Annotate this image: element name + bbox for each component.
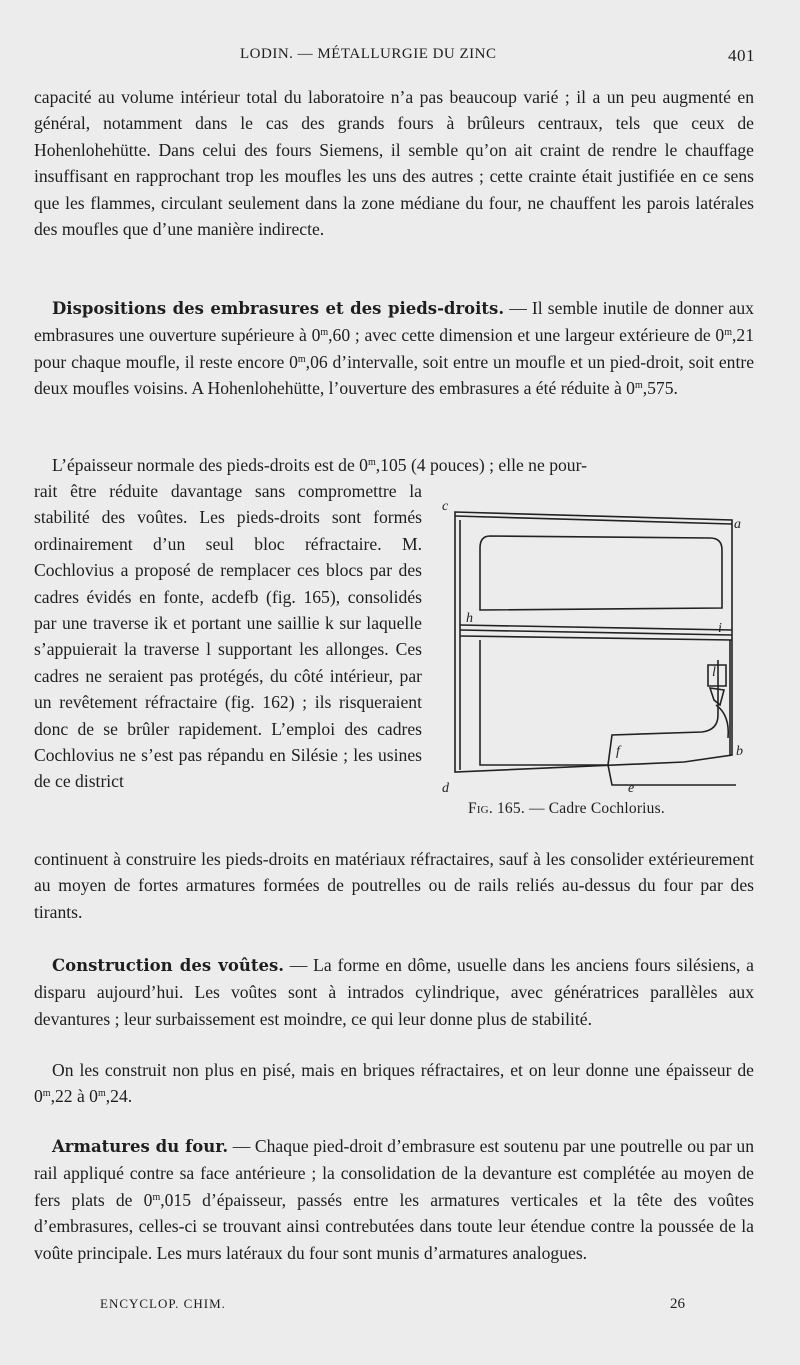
figure-165-cadre-diagram xyxy=(440,500,760,800)
upper-opening xyxy=(480,536,722,610)
section-heading-voutes: Construction des voûtes. xyxy=(52,956,284,975)
section-armatures: Armatures du four. — Chaque pied-droit d’embrasure est soutenu par une poutrelle ou par un rail appliqué contre sa face antérieure ; la consolidation de la devanture est complétée au moyen de fers plats de 0$^m$,015 d’épaisseur, passés entre les armatures verticales et la tête des voûtes d’embrasures, celles-ci se trouvant ainsi contrebutées dans toute leur étendue contre la poussée de la voûte principale. Les murs latéraux du four sont munis d’armatures analogues. xyxy=(34,1136,754,1263)
label-e: e xyxy=(628,781,635,796)
section-embrasures-body: Dispositions des embrasures et des pieds-droits. — Il semble inutile de donner aux embrasures une ouverture supérieure à 0$^m$,60 ; avec cette dimension et une largeur extérieure de 0$^m$,21 pour chaque moufle, il reste encore 0$^m$,06 d’intervalle, soit entre un moufle et un pied-droit, soit entre deux moufles voisins. A Hohenlohehütte, l’ouverture des embrasures a été réduite à 0$^m$,575. xyxy=(34,298,755,399)
lower-opening xyxy=(480,640,718,765)
label-l: l xyxy=(712,665,716,680)
label-c: c xyxy=(442,500,449,514)
paragraph-pieds-droits-rest: continuent à construire les pieds-droits en matériaux réfractaires, sauf à les consolider extérieurement au moyen de fortes armatures formées de poutrelles ou de rails reliés au-dessus du four par des tirants. xyxy=(34,849,754,922)
traverse-ik-top xyxy=(460,625,732,630)
footer-signature: ENCYCLOP. CHIM. xyxy=(100,1296,226,1311)
running-title: LODIN. — MÉTALLURGIE DU ZINC xyxy=(240,46,497,62)
label-b: b xyxy=(736,744,743,759)
figure-caption xyxy=(468,800,665,818)
label-h: h xyxy=(466,611,473,626)
traverse-ik-bottom xyxy=(460,636,732,640)
support-l xyxy=(708,665,726,686)
paragraph-briques: On les construit non plus en pisé, mais en briques réfractaires, et on leur donne une épaisseur de 0$^m$,22 à 0$^m$,24. xyxy=(34,1060,754,1107)
paragraph-capacite xyxy=(34,84,754,242)
footer-sheet-number: 26 xyxy=(670,1296,685,1312)
label-i: i xyxy=(718,621,722,636)
section-heading-armatures: Armatures du four. xyxy=(52,1137,229,1156)
section-voutes: Construction des voûtes. — La forme en dôme, usuelle dans les anciens fours silésiens, a disparu aujourd’hui. Les voûtes sont à intrados cylindrique, avec génératrices parallèles aux devantures ; leur surbaissement est moindre, ce qui leur donne plus de stabilité. xyxy=(34,955,754,1029)
top-rail-line xyxy=(455,516,732,524)
page-number: 401 xyxy=(728,46,755,65)
paragraph-text: capacité au volume intérieur total du laboratoire n’a pas beaucoup varié ; il a un peu augmenté en général, notamment dans le cas des grands fours à brûleurs centraux, tels que ceux de Hohenlohehütte. Dans celui des fours Siemens, il semble qu’on ait craint de rendre le chauffage insuffisant en rapprochant trop les moufles les uns des autres ; cette crainte était justifiée en ce sens que les flammes, circulant seulement dans la zone médiane du four, ne chauffent les parois latérales des moufles que d’une manière indirecte. xyxy=(34,87,754,240)
paragraph-pieds-droits-wrapped: rait être réduite davantage sans compromettre la stabilité des voûtes. Les pieds-droits sont formés ordinairement d’un seul bloc réfractaire. M. Cochlovius a proposé de remplacer ces blocs par des cadres évidés en fonte, acdefb (fig. 165), consolidés par une traverse ik et portant une saillie k sur laquelle s’appuierait la traverse l supportant les allonges. Ces cadres ne seraient pas protégés, du côté intérieur, par un revêtement réfractaire (fig. 162) ; ils risqueraient donc de se brûler rapidement. L’emploi des cadres Cochlovius ne s’est pas répandu en Silésie ; les usines de ce district xyxy=(34,481,422,792)
paragraph-pieds-droits-first-line: L’épaisseur normale des pieds-droits est de 0$^m$,105 (4 pouces) ; elle ne pour- xyxy=(52,455,587,475)
caption-label: Fig. 165. xyxy=(468,800,525,817)
saillie-k xyxy=(710,688,724,705)
section-embrasures xyxy=(34,295,754,402)
label-a: a xyxy=(734,517,741,532)
traverse-ik-mid xyxy=(460,630,732,635)
caption-text: — Cadre Cochlorius. xyxy=(524,800,665,817)
cadre-drawing xyxy=(440,500,760,800)
section-heading-embrasures: Dispositions des embrasures et des pieds-droits. xyxy=(52,299,505,318)
running-head xyxy=(0,46,800,72)
label-d: d xyxy=(442,781,449,796)
label-f: f xyxy=(616,744,620,759)
